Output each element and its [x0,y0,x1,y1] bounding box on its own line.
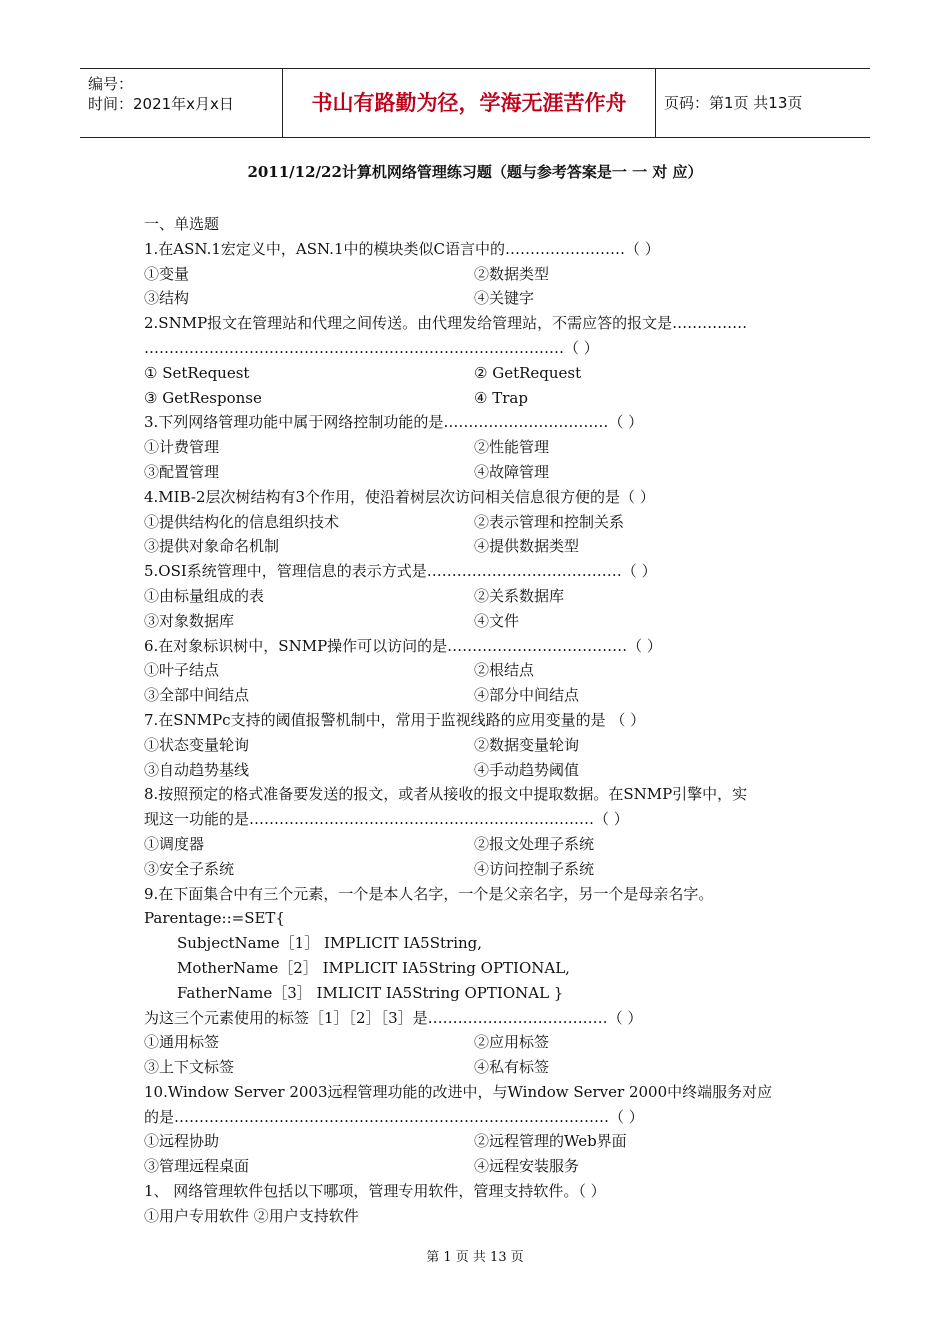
code-label: 编号： [88,75,134,93]
option-right: ④ Trap [474,388,528,407]
option-row [144,460,824,485]
text-line: 现这一功能的是……………………………………………………………（ ） [144,810,629,829]
option-left: ①远程协助 [144,1132,220,1151]
option-right: ②关系数据库 [474,586,565,605]
option-row [144,683,824,708]
option-right: ② GetRequest [474,363,582,382]
text-line: 4.MIB-2层次树结构有3个作用，使沿着树层次访问相关信息很方便的是（ ） [144,487,655,506]
option-right: ②数据变量轮询 [474,735,580,754]
text-line: 8.按照预定的格式准备要发送的报文，或者从接收的报文中提取数据。在SNMP引擎中，实 [144,785,748,804]
option-left: ③管理远程桌面 [144,1157,250,1176]
option-row [144,435,824,460]
text-line: 3.下列网络管理功能中属于网络控制功能的是……………………………（ ） [144,413,644,432]
text-line: 1、 网络管理软件包括以下哪项，管理专用软件，管理支持软件。（ ） [144,1182,606,1201]
header-meta-cell [80,69,283,137]
option-row [144,386,824,411]
text-line: 5.OSI系统管理中，管理信息的表示方式是…………………………………（ ） [144,562,657,581]
option-row [144,1055,824,1080]
date-text: 时间：2021年x月x日 [88,95,234,113]
option-left: ①状态变量轮询 [144,735,250,754]
text-line: 为这三个元素使用的标签［1］［2］［3］是………………………………（ ） [144,1008,643,1027]
option-row [144,658,824,683]
option-row [144,534,824,559]
option-right: ④文件 [474,611,520,630]
text-line: 10.Window Server 2003远程管理功能的改进中，与Window Server 2000中终端服务对应 [144,1082,773,1101]
option-row [144,584,824,609]
text-line: FatherName［3］ IMLICIT IA5String OPTIONAL } [177,983,564,1002]
text-line: ①用户专用软件 ②用户支持软件 [144,1206,359,1225]
text-line: SubjectName［1］ IMPLICIT IA5String, [177,934,483,953]
option-left: ①叶子结点 [144,661,220,680]
option-row [144,361,824,386]
option-right: ②性能管理 [474,438,550,457]
option-row [144,609,824,634]
option-left: ①通用标签 [144,1033,220,1052]
text-line: …………………………………………………………………………（ ） [144,338,599,357]
document-title: 2011/12/22计算机网络管理练习题（题与参考答案是一 一 对 应） [247,163,703,181]
option-left: ③全部中间结点 [144,686,250,705]
option-right: ④访问控制子系统 [474,859,595,878]
option-row [144,857,824,882]
document-body [144,212,824,1229]
text-line: 6.在对象标识树中，SNMP操作可以访问的是………………………………（ ） [144,636,662,655]
option-row [144,733,824,758]
option-left: ①由标量组成的表 [144,586,265,605]
text-line: Parentage::=SET{ [144,909,285,928]
option-right: ②远程管理的Web界面 [474,1132,627,1151]
text-line: MotherName［2］ IMPLICIT IA5String OPTIONAL, [177,958,570,977]
option-left: ③结构 [144,289,190,308]
option-right: ④部分中间结点 [474,686,580,705]
option-right: ②数据类型 [474,264,550,283]
text-line: 1.在ASN.1宏定义中，ASN.1中的模块类似C语言中的……………………（ ） [144,239,660,258]
header-page-info: 页码：第1页 共13页 [664,94,803,112]
option-left: ①调度器 [144,834,205,853]
option-right: ④远程安装服务 [474,1157,580,1176]
header-motto: 书山有路勤为径，学海无涯苦作舟 [283,69,656,137]
option-right: ②报文处理子系统 [474,834,595,853]
option-left: ③ GetResponse [144,388,262,407]
option-left: ①变量 [144,264,190,283]
option-left: ③配置管理 [144,462,220,481]
option-row [144,510,824,535]
question-list [144,237,824,1229]
option-left: ①计费管理 [144,438,220,457]
option-right: ④故障管理 [474,462,550,481]
option-left: ① SetRequest [144,363,250,382]
page-footer: 第 1 页 共 13 页 [426,1250,524,1265]
option-left: ③自动趋势基线 [144,760,250,779]
option-left: ③对象数据库 [144,611,235,630]
option-left: ③上下文标签 [144,1058,235,1077]
option-row [144,1154,824,1179]
option-row [144,758,824,783]
option-right: ②表示管理和控制关系 [474,512,625,531]
option-row [144,1129,824,1154]
section-heading: 一、单选题 [144,215,220,233]
option-right: ②应用标签 [474,1033,550,1052]
text-line: 的是……………………………………………………………………………（ ） [144,1107,644,1126]
option-right: ④手动趋势阈值 [474,760,580,779]
option-row [144,1030,824,1055]
option-right: ②根结点 [474,661,535,680]
option-left: ①提供结构化的信息组织技术 [144,512,340,531]
text-line: 2.SNMP报文在管理站和代理之间传送。由代理发给管理站，不需应答的报文是…………… [144,314,748,333]
option-row [144,286,824,311]
option-right: ④提供数据类型 [474,537,580,556]
option-right: ④私有标签 [474,1058,550,1077]
option-left: ③安全子系统 [144,859,235,878]
option-right: ④关键字 [474,289,535,308]
text-line: 7.在SNMPc支持的阈值报警机制中，常用于监视线路的应用变量的是 （ ） [144,710,646,729]
option-left: ③提供对象命名机制 [144,537,280,556]
option-row [144,262,824,287]
option-row [144,832,824,857]
page-header [80,68,870,138]
text-line: 9.在下面集合中有三个元素，一个是本人名字，一个是父亲名字，另一个是母亲名字。 [144,884,714,903]
